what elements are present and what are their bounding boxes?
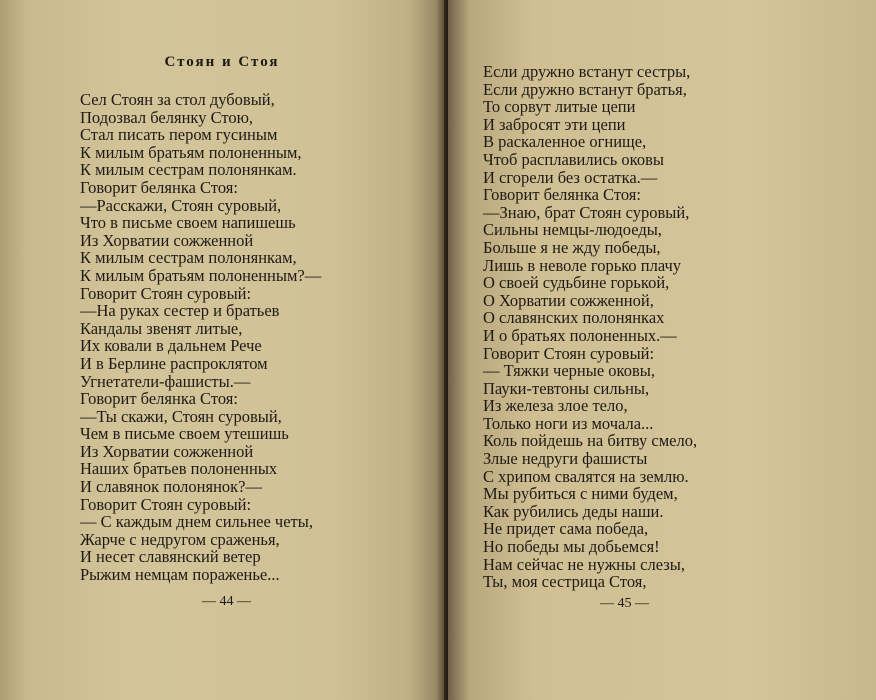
- verse-line: К милым братьям полоненным?—: [80, 265, 322, 285]
- verse-line: Но победы мы добьемся!: [483, 537, 660, 557]
- verse-line: И славянок полонянок?—: [80, 477, 262, 497]
- verse-line: О Хорватии сожженной,: [483, 290, 654, 310]
- verse-line: Их ковали в дальнем Рече: [80, 336, 262, 356]
- verse-line: Кандалы звенят литые,: [80, 318, 243, 338]
- verse-line: К милым сестрам полонянкам.: [80, 160, 297, 180]
- verse-line: Жарче с недругом сраженья,: [80, 529, 280, 549]
- verse-line: В раскаленное огнище,: [483, 132, 647, 152]
- verse-line: Только ноги из мочала...: [483, 413, 654, 433]
- verse-line: Рыжим немцам пораженье...: [80, 565, 280, 585]
- verse-line: Злые недруги фашисты: [483, 449, 648, 469]
- verse-line: Стал писать пером гусиным: [80, 125, 278, 145]
- left-verse: [80, 91, 321, 584]
- verse-line: Больше я не жду победы,: [483, 237, 661, 257]
- verse-line: —Ты скажи, Стоян суровый,: [80, 406, 282, 426]
- verse-line: Говорит Стоян суровый:: [483, 343, 655, 363]
- verse-line: Говорит белянка Стоя:: [483, 185, 641, 205]
- verse-line: К милым сестрам полонянкам,: [80, 248, 297, 268]
- right-page: [448, 0, 876, 700]
- verse-line: Пауки-тевтоны сильны,: [483, 378, 650, 398]
- verse-line: — Тяжки черные оковы,: [483, 361, 655, 381]
- verse-line: Если дружно встанут сестры,: [483, 62, 691, 81]
- verse-line: Угнетатели-фашисты.—: [80, 371, 251, 391]
- verse-line: Говорит белянка Стоя:: [80, 389, 238, 409]
- verse-line: Говорит белянка Стоя:: [80, 177, 238, 197]
- verse-line: Что в письме своем напишешь: [80, 213, 296, 233]
- verse-line: Подозвал белянку Стою,: [80, 107, 254, 127]
- verse-line: —Расскажи, Стоян суровый,: [80, 195, 282, 215]
- verse-line: И сгорели без остатка.—: [483, 167, 658, 187]
- verse-line: Ты, моя сестрица Стоя,: [483, 572, 647, 592]
- verse-line: О своей судьбине горькой,: [483, 273, 670, 293]
- verse-line: И в Берлине распроклятом: [80, 353, 268, 373]
- verse-line: Из Хорватии сожженной: [80, 441, 254, 461]
- poem-title: Стоян и Стоя: [164, 54, 280, 70]
- verse-line: —На руках сестер и братьев: [80, 301, 280, 321]
- verse-line: Лишь в неволе горько плачу: [483, 255, 682, 275]
- verse-line: Чем в письме своем утешишь: [80, 424, 289, 444]
- verse-line: Коль пойдешь на битву смело,: [483, 431, 698, 451]
- verse-line: Из железа злое тело,: [483, 396, 628, 416]
- page-number-left: — 44 —: [202, 594, 251, 609]
- page-number-right: — 45 —: [600, 596, 649, 611]
- verse-line: Если дружно встанут братья,: [483, 79, 687, 99]
- right-verse: [483, 63, 697, 591]
- verse-line: Из Хорватии сожженной: [80, 230, 254, 250]
- verse-line: Нам сейчас не нужны слезы,: [483, 554, 685, 574]
- verse-line: Говорит Стоян суровый:: [80, 494, 252, 514]
- verse-line: Как рубились деды наши.: [483, 501, 664, 521]
- verse-line: К милым братьям полоненным,: [80, 142, 302, 162]
- verse-line: Говорит Стоян суровый:: [80, 283, 252, 303]
- verse-line: То сорвут литые цепи: [483, 97, 636, 117]
- verse-line: О славянских полонянках: [483, 308, 665, 328]
- verse-line: С хрипом свалятся на землю.: [483, 466, 689, 486]
- verse-line: Наших братьев полоненных: [80, 459, 278, 479]
- verse-line: — С каждым днем сильнее четы,: [80, 512, 313, 532]
- verse-line: Сел Стоян за стол дубовый,: [80, 90, 275, 109]
- verse-line: И забросят эти цепи: [483, 114, 626, 134]
- verse-line: Не придет сама победа,: [483, 519, 649, 539]
- verse-line: Сильны немцы-людоеды,: [483, 220, 662, 240]
- verse-line: И о братьях полоненных.—: [483, 325, 677, 345]
- verse-line: —Знаю, брат Стоян суровый,: [483, 202, 690, 222]
- verse-line: Мы рубиться с ними будем,: [483, 484, 678, 504]
- verse-line: И несет славянский ветер: [80, 547, 261, 567]
- verse-line: Чтоб расплавились оковы: [483, 149, 664, 169]
